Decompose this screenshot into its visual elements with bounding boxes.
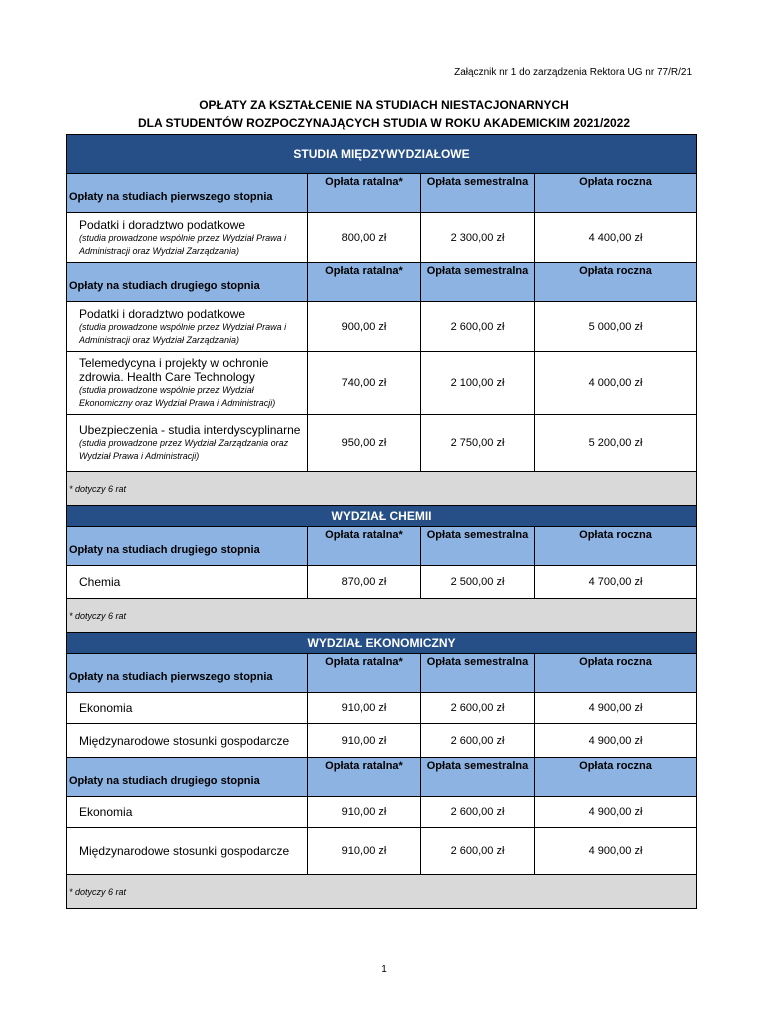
table-row (67, 352, 697, 415)
annual-fee: 4 900,00 zł (535, 797, 697, 828)
installment-fee: 800,00 zł (308, 213, 421, 263)
installment-fee: 740,00 zł (308, 352, 421, 415)
semester-fee: 2 500,00 zł (421, 566, 535, 599)
program-name: Ubezpieczenia - studia interdyscyplinarne (79, 423, 301, 437)
footnote-row (67, 875, 697, 909)
semester-fee: 2 600,00 zł (421, 828, 535, 875)
program-name: Podatki i doradztwo podatkowe (79, 306, 246, 321)
semester-fee-header: Opłata semestralna (421, 527, 535, 566)
annual-fee: 4 900,00 zł (535, 724, 697, 758)
program-cell (67, 352, 308, 415)
study-level-label: Opłaty na studiach drugiego stopnia (67, 527, 308, 566)
installment-fee-header: Opłata ratalna* (308, 527, 421, 566)
program-name: Telemedycyna i projekty w ochronie zdrowia. Health Care Technology (79, 356, 269, 384)
annual-fee: 5 000,00 zł (535, 302, 697, 352)
installment-fee: 900,00 zł (308, 302, 421, 352)
title-line-2: DLA STUDENTÓW ROZPOCZYNAJĄCYCH STUDIA W ROKU AKADEMICKIM 2021/2022 (137, 116, 631, 130)
program-name: Chemia (79, 575, 121, 589)
annual-fee: 4 000,00 zł (535, 352, 697, 415)
program-note: (studia prowadzone wspólnie przez Wydział Prawa i Administracji oraz Wydział Zarządzania) (79, 321, 287, 345)
semester-fee-header: Opłata semestralna (421, 263, 535, 302)
program-name: Międzynarodowe stosunki gospodarcze (79, 844, 290, 858)
study-level-label: Opłaty na studiach drugiego stopnia (67, 263, 308, 302)
program-cell (67, 415, 308, 472)
attachment-note: Załącznik nr 1 do zarządzenia Rektora UG nr 77/R/21 (454, 67, 692, 78)
page-number: 1 (381, 964, 387, 975)
column-header-row (67, 654, 697, 693)
program-cell (67, 693, 308, 724)
program-note: (studia prowadzone przez Wydział Zarządzania oraz Wydział Prawa i Administracji) (79, 438, 289, 461)
table-row (67, 302, 697, 352)
annual-fee-header: Opłata roczna (535, 263, 697, 302)
table-row (67, 693, 697, 724)
footnote-row (67, 599, 697, 633)
program-name: Międzynarodowe stosunki gospodarcze (79, 733, 290, 748)
program-note: (studia prowadzone wspólnie przez Wydział Prawa i Administracji oraz Wydział Zarządzania) (79, 232, 287, 256)
program-cell (67, 724, 308, 758)
installment-fee: 950,00 zł (308, 415, 421, 472)
program-name: Ekonomia (79, 701, 133, 715)
program-cell (67, 828, 308, 875)
annual-fee-header: Opłata roczna (535, 758, 697, 797)
study-level-label: Opłaty na studiach pierwszego stopnia (67, 654, 308, 693)
annual-fee: 4 900,00 zł (535, 693, 697, 724)
annual-fee: 4 400,00 zł (535, 213, 697, 263)
semester-fee-header: Opłata semestralna (421, 654, 535, 693)
semester-fee: 2 600,00 zł (421, 797, 535, 828)
footnote: * dotyczy 6 rat (67, 472, 697, 506)
footnote: * dotyczy 6 rat (67, 599, 697, 633)
semester-fee: 2 300,00 zł (421, 213, 535, 263)
table-row (67, 566, 697, 599)
semester-fee-header: Opłata semestralna (421, 174, 535, 213)
table-row (67, 415, 697, 472)
program-cell (67, 302, 308, 352)
annual-fee-header: Opłata roczna (535, 174, 697, 213)
program-cell (67, 213, 308, 263)
annual-fee: 4 700,00 zł (535, 566, 697, 599)
study-level-label: Opłaty na studiach pierwszego stopnia (67, 174, 308, 213)
column-header-row (67, 527, 697, 566)
installment-fee-header: Opłata ratalna* (308, 654, 421, 693)
semester-fee: 2 600,00 zł (421, 724, 535, 758)
section-header (67, 506, 697, 527)
table-row (67, 724, 697, 758)
program-name: Podatki i doradztwo podatkowe (79, 217, 246, 232)
section-title: WYDZIAŁ CHEMII (67, 506, 697, 527)
column-header-row (67, 174, 697, 213)
footnote-row (67, 472, 697, 506)
program-cell (67, 797, 308, 828)
table-row (67, 797, 697, 828)
annual-fee: 4 900,00 zł (535, 828, 697, 875)
installment-fee: 870,00 zł (308, 566, 421, 599)
semester-fee-header: Opłata semestralna (421, 758, 535, 797)
title-line-1: OPŁATY ZA KSZTAŁCENIE NA STUDIACH NIESTACJONARNYCH (199, 98, 569, 112)
annual-fee: 5 200,00 zł (535, 415, 697, 472)
section-title: STUDIA MIĘDZYWYDZIAŁOWE (67, 135, 697, 174)
section-header (67, 135, 697, 174)
column-header-row (67, 758, 697, 797)
column-header-row (67, 263, 697, 302)
semester-fee: 2 600,00 zł (421, 302, 535, 352)
program-name: Ekonomia (79, 805, 133, 819)
program-note: (studia prowadzone wspólnie przez Wydział Ekonomiczny oraz Wydział Prawa i Administracji) (79, 385, 276, 408)
table-row (67, 828, 697, 875)
annual-fee-header: Opłata roczna (535, 527, 697, 566)
section-header (67, 633, 697, 654)
installment-fee: 910,00 zł (308, 828, 421, 875)
table-row (67, 213, 697, 263)
semester-fee: 2 100,00 zł (421, 352, 535, 415)
program-cell (67, 566, 308, 599)
fees-table (66, 134, 697, 909)
semester-fee: 2 600,00 zł (421, 693, 535, 724)
installment-fee: 910,00 zł (308, 724, 421, 758)
footnote: * dotyczy 6 rat (67, 875, 697, 909)
installment-fee-header: Opłata ratalna* (308, 174, 421, 213)
section-title: WYDZIAŁ EKONOMICZNY (67, 633, 697, 654)
document-title (0, 96, 768, 132)
installment-fee-header: Opłata ratalna* (308, 263, 421, 302)
installment-fee: 910,00 zł (308, 693, 421, 724)
semester-fee: 2 750,00 zł (421, 415, 535, 472)
installment-fee: 910,00 zł (308, 797, 421, 828)
study-level-label: Opłaty na studiach drugiego stopnia (67, 758, 308, 797)
installment-fee-header: Opłata ratalna* (308, 758, 421, 797)
annual-fee-header: Opłata roczna (535, 654, 697, 693)
